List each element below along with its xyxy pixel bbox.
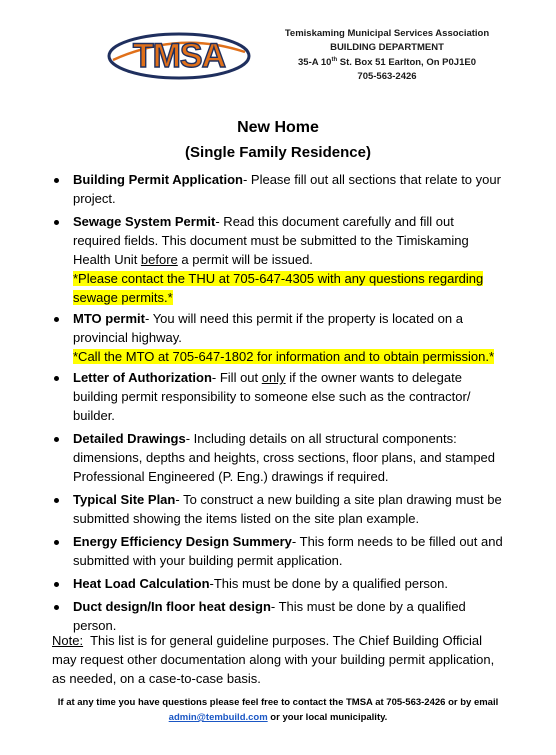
list-item: Typical Site Plan- To construct a new building a site plan drawing must be submitted showing the items listed on the site plan example. — [73, 490, 503, 528]
list-item: Building Permit Application- Please fill out all sections that relate to your project. — [73, 170, 503, 208]
list-item: Sewage System Permit- Read this document carefully and fill out required fields. This document must be submitted to the Timiskaming Health Unit before a permit will be issued. *Please contact the THU at 705-647-4305 with any questions regarding sewage permits.* — [73, 212, 503, 307]
department-name: BUILDING DEPARTMENT — [330, 41, 444, 53]
bullet-icon — [54, 437, 59, 442]
tmsa-logo — [107, 26, 251, 84]
organization-block — [262, 27, 512, 83]
svg-text:TMSA: TMSA — [132, 37, 226, 75]
guideline-note — [52, 631, 502, 688]
highlighted-note: *Please contact the THU at 705-647-4305 with any questions regarding sewage permits.* — [73, 271, 484, 305]
list-item: MTO permit- You will need this permit if the property is located on a provincial highway. *Call the MTO at 705-647-1802 for information and to obtain permission.* — [73, 309, 503, 366]
bullet-icon — [54, 317, 59, 322]
list-item: Detailed Drawings- Including details on all structural components: dimensions, depths and heights, cross sections, floor plans, and stamped Professional Engineered (P. Eng.) drawings if required. — [73, 429, 503, 486]
bullet-icon — [54, 582, 59, 587]
requirements-list — [73, 170, 503, 639]
highlighted-note: *Call the MTO at 705-647-1802 for information and to obtain permission.* — [73, 349, 495, 364]
email-link[interactable]: admin@tembuild.com — [168, 712, 268, 723]
list-item: Energy Efficiency Design Summery- This form needs to be filled out and submitted with your building permit application. — [73, 532, 503, 570]
org-name: Temiskaming Municipal Services Association — [284, 28, 490, 39]
bullet-icon — [54, 605, 59, 610]
list-item: Heat Load Calculation-This must be done by a qualified person. — [73, 574, 503, 593]
note-label: Note: — [52, 633, 84, 648]
org-address: 35-A 10th St. Box 51 Earlton, On P0J1E0 — [298, 57, 476, 69]
bullet-icon — [54, 376, 59, 381]
org-phone: 705-563-2426 — [357, 70, 417, 82]
note-text: This list is for general guideline purposes. The Chief Building Official may request other documentation along with your building permit application, as needed, on a case-to-case basis. — [52, 633, 498, 686]
bullet-icon — [54, 178, 59, 183]
footer-contact: If at any time you have questions please feel free to contact the TMSA at 705-563-2426 or by email admin@tembuild.com or your local municipality. — [57, 697, 499, 723]
bullet-icon — [54, 220, 59, 225]
bullet-icon — [54, 498, 59, 503]
bullet-icon — [54, 540, 59, 545]
list-item: Duct design/In floor heat design- This must be done by a qualified person. — [73, 597, 503, 635]
list-item: Letter of Authorization- Fill out only if the owner wants to delegate building permit responsibility to someone else such as the contractor/ builder. — [73, 368, 503, 425]
page-subtitle: (Single Family Residence) — [185, 144, 371, 161]
page-title: New Home — [237, 119, 319, 136]
